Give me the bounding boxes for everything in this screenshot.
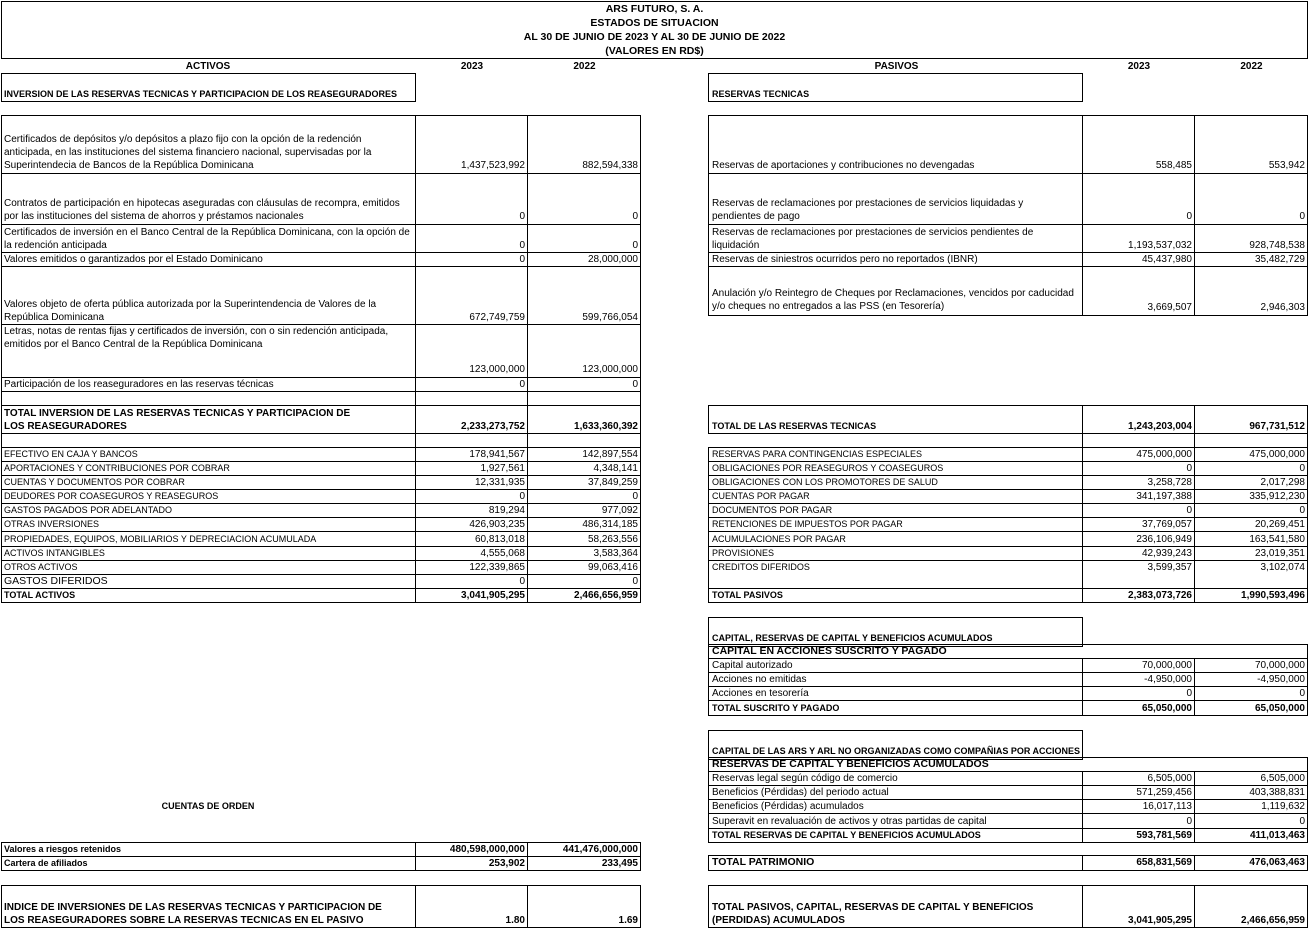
other-liability-label: OBLIGACIONES CON LOS PROMOTORES DE SALUD — [712, 477, 938, 487]
other-asset-2023: 4,555,068 — [480, 548, 525, 559]
reserve-row-2022: 553,942 — [1268, 160, 1305, 171]
other-asset-label: GASTOS PAGADOS POR ADELANTADO — [4, 505, 173, 515]
orden-row-2022: 441,476,000,000 — [562, 844, 638, 855]
total-reserves-2022: 967,731,512 — [1249, 421, 1305, 432]
invest-row-2022: 0 — [632, 211, 638, 222]
other-asset-2023: 60,813,018 — [474, 534, 525, 545]
total-assets-2023: 3,041,905,295 — [461, 590, 525, 601]
other-liability-2022: 335,912,230 — [1249, 491, 1305, 502]
other-liability-2023: 3,258,728 — [1147, 477, 1192, 488]
other-liability-2023: 0 — [1186, 463, 1192, 474]
capital-row-2022: 0 — [1299, 688, 1305, 699]
total-capital-2023: 65,050,000 — [1141, 703, 1192, 714]
other-asset-label: OTROS ACTIVOS — [4, 562, 78, 572]
assets-total-invest-label: TOTAL INVERSION DE LAS RESERVAS TECNICAS Y PARTICIPACION DE LOS REASEGURADORES — [4, 408, 351, 432]
other-liability-2023: 42,939,243 — [1141, 548, 1192, 559]
other-asset-2023: 12,331,935 — [474, 477, 525, 488]
orden-row-label: Valores a riesgos retenidos — [4, 844, 122, 854]
liabilities-section-title: RESERVAS TECNICAS — [712, 89, 810, 99]
assets-heading: ACTIVOS — [185, 61, 231, 72]
invest-row-2022: 882,594,338 — [582, 160, 638, 171]
statement-period: AL 30 DE JUNIO DE 2023 Y AL 30 DE JUNIO DE 2022 — [523, 31, 786, 43]
invest-row-2023: 0 — [519, 254, 525, 265]
invest-row-2022: 123,000,000 — [582, 364, 638, 375]
assets-year-2023: 2023 — [460, 61, 484, 72]
assets-section-title: INVERSION DE LAS RESERVAS TECNICAS Y PARTICIPACION DE LOS REASEGURADORES — [4, 89, 398, 99]
grand-total-2022: 2,466,656,959 — [1241, 915, 1305, 926]
other-asset-2023: 122,339,865 — [469, 562, 525, 573]
other-liability-label: RESERVAS PARA CONTINGENCIAS ESPECIALES — [712, 449, 923, 459]
other-asset-label: APORTACIONES Y CONTRIBUCIONES POR COBRAR — [4, 463, 230, 473]
other-liability-2023: 0 — [1186, 505, 1192, 516]
other-asset-2023: 0 — [519, 491, 525, 502]
indice-2022: 1.69 — [618, 915, 638, 926]
liabilities-year-2022: 2022 — [1240, 61, 1263, 72]
orden-row-label: Cartera de afiliados — [4, 858, 88, 868]
other-asset-2023: 0 — [519, 576, 525, 587]
reserve-row-2022: 928,748,538 — [1249, 240, 1305, 251]
total-ars-2023: 593,781,569 — [1136, 830, 1192, 841]
capital-row-2022: -4,950,000 — [1257, 674, 1305, 685]
ars-row-2022: 6,505,000 — [1260, 773, 1305, 784]
capital-subtitle: CAPITAL EN ACCIONES SUSCRITO Y PAGADO — [712, 645, 947, 657]
orden-row-2023: 253,902 — [488, 858, 525, 869]
invest-row-2023: 0 — [519, 240, 525, 251]
invest-row-2022: 0 — [632, 379, 638, 390]
invest-row-2022: 28,000,000 — [587, 254, 638, 265]
other-asset-2022: 142,897,554 — [582, 449, 638, 460]
other-liability-label: DOCUMENTOS POR PAGAR — [712, 505, 833, 515]
orden-row-2023: 480,598,000,000 — [449, 844, 525, 855]
other-asset-label: GASTOS DIFERIDOS — [4, 575, 108, 587]
assets-total-invest-2022: 1,633,360,392 — [574, 421, 638, 432]
indice-2023: 1.80 — [505, 915, 525, 926]
invest-row-2023: 0 — [519, 379, 525, 390]
liabilities-spacer — [1082, 433, 1308, 448]
patrimonio-2023: 658,831,569 — [1136, 857, 1192, 868]
grand-total-2023: 3,041,905,295 — [1128, 915, 1192, 926]
ars-row-label: Superavit en revaluación de activos y otras partidas de capital — [712, 816, 987, 827]
total-reserves-label: TOTAL DE LAS RESERVAS TECNICAS — [712, 421, 877, 431]
assets-spacer — [1, 391, 641, 406]
other-liability-label: ACUMULACIONES POR PAGAR — [712, 534, 846, 544]
indice-label: INDICE DE INVERSIONES DE LAS RESERVAS TECNICAS Y PARTICIPACION DE LOS REASEGURADORES SOBRE LA RESERVAS TECNICAS EN EL PASIVO — [4, 902, 382, 926]
other-liability-2022: 163,541,580 — [1249, 534, 1305, 545]
other-asset-2022: 99,063,416 — [587, 562, 638, 573]
patrimonio-2022: 476,063,463 — [1249, 857, 1305, 868]
other-liability-2022: 2,017,298 — [1260, 477, 1305, 488]
assets-total-invest-2023: 2,233,273,752 — [461, 421, 525, 432]
other-asset-2023: 426,903,235 — [469, 519, 525, 530]
total-capital-2022: 65,050,000 — [1254, 703, 1305, 714]
other-asset-2022: 0 — [632, 576, 638, 587]
capital-row-2022: 70,000,000 — [1254, 660, 1305, 671]
statement-title: ESTADOS DE SITUACION — [590, 17, 719, 29]
other-asset-label: EFECTIVO EN CAJA Y BANCOS — [4, 449, 138, 459]
other-liability-2022: 3,102,074 — [1260, 562, 1305, 573]
other-liability-2023: 37,769,057 — [1141, 519, 1192, 530]
company-name: ARS FUTURO, S. A. — [605, 3, 704, 15]
invest-row-2023: 0 — [519, 211, 525, 222]
invest-row-label: Certificados de inversión en el Banco Central de la República Dominicana, con la opción de la redención anticipada — [4, 227, 410, 251]
other-liability-2023: 236,106,949 — [1136, 534, 1192, 545]
ars-section-title: CAPITAL DE LAS ARS Y ARL NO ORGANIZADAS COMO COMPAÑIAS POR ACCIONES — [712, 746, 1081, 756]
ars-row-2023: 571,259,456 — [1136, 787, 1192, 798]
other-liability-label: CREDITOS DIFERIDOS — [712, 562, 810, 572]
invest-row-2022: 0 — [632, 240, 638, 251]
ars-row-label: Beneficios (Pérdidas) acumulados — [712, 801, 864, 812]
total-reserves-2023: 1,243,203,004 — [1128, 421, 1192, 432]
ars-row-2023: 6,505,000 — [1147, 773, 1192, 784]
other-asset-2023: 1,927,561 — [480, 463, 525, 474]
other-asset-2022: 58,263,556 — [587, 534, 638, 545]
other-asset-2023: 178,941,567 — [469, 449, 525, 460]
invest-row-label: Participación de los reaseguradores en las reservas técnicas — [4, 379, 274, 390]
capital-row-label: Acciones en tesorería — [712, 688, 809, 699]
orden-row-2022: 233,495 — [601, 858, 638, 869]
assets-spacer — [1, 433, 641, 448]
capital-row-label: Capital autorizado — [712, 660, 793, 671]
cuentas-de-orden-title: CUENTAS DE ORDEN — [161, 801, 255, 811]
reserve-row-label: Anulación y/o Reintegro de Cheques por Reclamaciones, vencidos por caducidad y/o cheques no entregados a las PSS (en Tesorería) — [712, 288, 1074, 312]
invest-row-2022: 599,766,054 — [582, 312, 638, 323]
other-asset-2023: 819,294 — [488, 505, 525, 516]
reserve-row-2023: 45,437,980 — [1141, 254, 1192, 265]
total-assets-label: TOTAL ACTIVOS — [4, 590, 76, 600]
invest-row-2023: 1,437,523,992 — [461, 160, 525, 171]
liabilities-heading: PASIVOS — [874, 61, 919, 72]
ars-row-2022: 0 — [1299, 816, 1305, 827]
total-liabilities-2023: 2,383,073,726 — [1128, 590, 1192, 601]
other-asset-label: OTRAS INVERSIONES — [4, 519, 100, 529]
total-ars-label: TOTAL RESERVAS DE CAPITAL Y BENEFICIOS ACUMULADOS — [712, 830, 981, 840]
total-capital-label: TOTAL SUSCRITO Y PAGADO — [712, 703, 840, 713]
ars-row-2023: 16,017,113 — [1142, 801, 1192, 812]
liabilities-year-2023: 2023 — [1127, 61, 1151, 72]
other-asset-2022: 37,849,259 — [587, 477, 638, 488]
other-asset-2022: 4,348,141 — [593, 463, 638, 474]
total-liabilities-label: TOTAL PASIVOS — [712, 590, 783, 600]
ars-row-label: Beneficios (Pérdidas) del periodo actual — [712, 787, 889, 798]
total-ars-2022: 411,013,463 — [1249, 830, 1305, 841]
invest-row-label: Valores emitidos o garantizados por el Estado Dominicano — [4, 254, 263, 265]
other-asset-label: DEUDORES POR COASEGUROS Y REASEGUROS — [4, 491, 219, 501]
total-liabilities-2022: 1,990,593,496 — [1241, 590, 1305, 601]
reserve-row-2022: 2,946,303 — [1260, 302, 1305, 313]
invest-row-2023: 672,749,759 — [469, 312, 525, 323]
ars-row-2022: 1,119,632 — [1261, 801, 1305, 812]
reserve-row-2022: 0 — [1299, 211, 1305, 222]
capital-row-2023: 70,000,000 — [1141, 660, 1192, 671]
other-liability-label: PROVISIONES — [712, 548, 775, 558]
capital-row-2023: 0 — [1186, 688, 1192, 699]
other-liability-2023: 475,000,000 — [1136, 449, 1192, 460]
capital-section-title: CAPITAL, RESERVAS DE CAPITAL Y BENEFICIOS ACUMULADOS — [712, 633, 993, 643]
other-asset-2022: 3,583,364 — [593, 548, 638, 559]
other-liability-2022: 23,019,351 — [1254, 548, 1305, 559]
invest-row-label: Certificados de depósitos y/o depósitos a plazo fijo con la opción de la redención anticipada, en las instituciones del sistema financiero nacional, supervisadas por la Superintendecia de Bancos de la República Dominicana — [4, 134, 372, 171]
total-assets-2022: 2,466,656,959 — [574, 590, 638, 601]
other-liability-2022: 0 — [1299, 463, 1305, 474]
other-asset-label: CUENTAS Y DOCUMENTOS POR COBRAR — [4, 477, 185, 487]
capital-row-label: Acciones no emitidas — [712, 674, 807, 685]
reserve-row-label: Reservas de reclamaciones por prestaciones de servicios liquidadas y pendientes de pago — [712, 198, 1024, 222]
other-liability-2022: 20,269,451 — [1254, 519, 1305, 530]
other-asset-label: PROPIEDADES, EQUIPOS, MOBILIARIOS Y DEPRECIACION ACUMULADA — [4, 534, 317, 544]
other-asset-2022: 0 — [632, 491, 638, 502]
other-liability-label: OBLIGACIONES POR REASEGUROS Y COASEGUROS — [712, 463, 944, 473]
reserve-row-label: Reservas de siniestros ocurridos pero no reportados (IBNR) — [712, 254, 978, 265]
invest-row-label: Valores objeto de oferta pública autorizada por la Superintendencia de Valores de la República Dominicana — [4, 299, 377, 323]
reserve-row-2023: 0 — [1186, 211, 1192, 222]
invest-row-label: Contratos de participación en hipotecas aseguradas con cláusulas de recompra, emitidos por las instituciones del sistema de ahorros y préstamos nacionales — [4, 198, 400, 222]
reserve-row-label: Reservas de reclamaciones por prestaciones de servicios pendientes de liquidación — [712, 227, 1034, 251]
capital-row-2023: -4,950,000 — [1144, 674, 1192, 685]
other-asset-2022: 486,314,185 — [582, 519, 638, 530]
invest-row-2023: 123,000,000 — [469, 364, 525, 375]
reserve-row-2023: 1,193,537,032 — [1128, 240, 1192, 251]
reserve-row-2022: 35,482,729 — [1254, 254, 1305, 265]
reserve-row-label: Reservas de aportaciones y contribuciones no devengadas — [712, 160, 975, 171]
other-liability-2022: 0 — [1299, 505, 1305, 516]
ars-row-2023: 0 — [1186, 816, 1192, 827]
ars-row-2022: 403,388,831 — [1249, 787, 1305, 798]
currency-note: (VALORES EN RD$) — [605, 45, 704, 57]
other-liability-label: CUENTAS POR PAGAR — [712, 491, 810, 501]
reserve-row-2023: 3,669,507 — [1147, 302, 1192, 313]
grand-total-label: TOTAL PASIVOS, CAPITAL, RESERVAS DE CAPITAL Y BENEFICIOS (PERDIDAS) ACUMULADOS — [712, 902, 1034, 926]
ars-row-label: Reservas legal según código de comercio — [712, 773, 898, 784]
other-liability-2022: 475,000,000 — [1249, 449, 1305, 460]
invest-row-label: Letras, notas de rentas fijas y certificados de inversión, con o sin redención anticipada, emitidos por el Banco Central de la República Dominicana — [4, 326, 389, 350]
other-liability-2023: 341,197,388 — [1136, 491, 1192, 502]
other-liability-2023: 3,599,357 — [1147, 562, 1192, 573]
other-asset-2022: 977,092 — [601, 505, 638, 516]
reserve-row-2023: 558,485 — [1155, 160, 1192, 171]
other-liability-label: RETENCIONES DE IMPUESTOS POR PAGAR — [712, 519, 903, 529]
assets-year-2022: 2022 — [573, 61, 596, 72]
other-asset-label: ACTIVOS INTANGIBLES — [4, 548, 105, 558]
patrimonio-label: TOTAL PATRIMONIO — [712, 856, 815, 868]
ars-subtitle: RESERVAS DE CAPITAL Y BENEFICIOS ACUMULADOS — [712, 758, 989, 770]
